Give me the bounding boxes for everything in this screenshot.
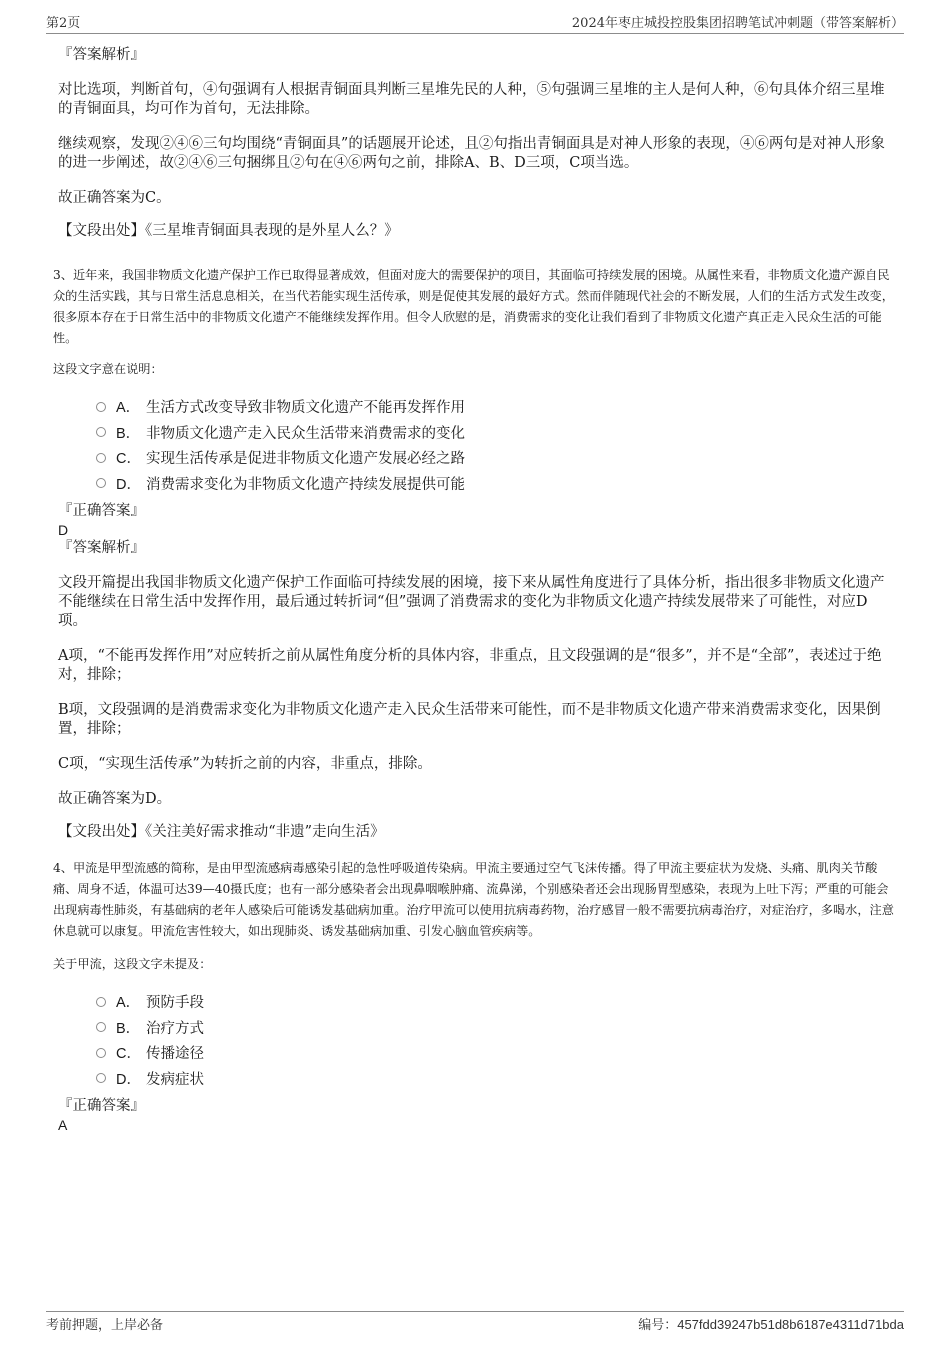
radio-icon[interactable]	[96, 453, 106, 463]
q4-option-b[interactable]: B． 治疗方式	[58, 1015, 894, 1041]
q2-analysis-para-2: 继续观察，发现②④⑥三句均围绕“青铜面具”的话题展开论述，且②句指出青铜面具是对神人形象的表现，④⑥两句是对神人形象的进一步阐述，故②④⑥三句捆绑且②句在④⑥两句之前，排除A、B、D三项，C项当选。	[58, 136, 885, 171]
document-body	[53, 46, 894, 1134]
q3-analysis-para-3: B项，文段强调的是消费需求变化为非物质文化遗产走入民众生活带来可能性，而不是非物质文化遗产带来消费需求变化，因果倒置，排除；	[58, 702, 881, 737]
q3-option-a[interactable]: A． 生活方式改变导致非物质文化遗产不能再发挥作用	[58, 394, 894, 420]
document-code-value: 457fdd39247b51d8b6187e4311d71bda	[677, 1317, 904, 1332]
q3-source: 【文段出处】《关注美好需求推动“非遗”走向生活》	[58, 824, 385, 840]
q3-analysis-para-2: A项，“不能再发挥作用”对应转折之前从属性角度分析的具体内容，非重点，且文段强调的是“很多”，并不是“全部”，表述过于绝对，排除；	[58, 648, 882, 683]
q3-options	[58, 394, 894, 496]
q4-options	[58, 989, 894, 1091]
document-code-label: 编号：	[638, 1318, 678, 1333]
q3-option-d[interactable]: D． 消费需求变化为非物质文化遗产持续发展提供可能	[58, 471, 894, 497]
q3-question: 这段文字意在说明：	[53, 362, 163, 376]
q4-stem: 4、甲流是甲型流感的简称，是由甲型流感病毒感染引起的急性呼吸道传染病。甲流主要通过空气飞沫传播。得了甲流主要症状为发烧、头痛、肌肉关节酸痛、周身不适，体温可达39—40摄氏度；也有一部分感染者会出现鼻咽喉肿痛、流鼻涕，个别感染者还会出现肠胃型感染，表现为上吐下泻；严重的可能会出现病毒性肺炎，有基础病的老年人感染后可能诱发基础病加重。治疗甲流可以使用抗病毒药物，治疗感冒一般不需要抗病毒治疗，对症治疗，多喝水，注意休息就可以康复。甲流危害性较大，如出现肺炎、诱发基础病加重、引发心脑血管疾病等。	[53, 861, 894, 938]
q4-question: 关于甲流，这段文字未提及：	[53, 957, 212, 971]
q2-conclusion: 故正确答案为C。	[58, 190, 171, 206]
radio-icon[interactable]	[96, 997, 106, 1007]
radio-icon[interactable]	[96, 478, 106, 488]
q2-source: 【文段出处】《三星堆青铜面具表现的是外星人么？》	[58, 223, 399, 239]
q3-conclusion: 故正确答案为D。	[58, 791, 172, 807]
q3-analysis-label: 『答案解析』	[58, 540, 145, 556]
radio-icon[interactable]	[96, 402, 106, 412]
q2-analysis-label: 『答案解析』	[58, 47, 145, 63]
page-number: 第2页	[46, 16, 81, 31]
q4-answer-label: 『正确答案』	[58, 1098, 145, 1114]
q2-analysis-para-1: 对比选项，判断首句，④句强调有人根据青铜面具判断三星堆先民的人种，⑤句强调三星堆的主人是何人种，⑥句具体介绍三星堆的青铜面具，均可作为首句，无法排除。	[58, 82, 885, 117]
page-footer	[46, 1311, 904, 1335]
q4-answer: A	[58, 1117, 68, 1133]
q3-option-b[interactable]: B． 非物质文化遗产走入民众生活带来消费需求的变化	[58, 420, 894, 446]
q3-stem: 3、近年来，我国非物质文化遗产保护工作已取得显著成效，但面对庞大的需要保护的项目，其面临可持续发展的困境。从属性来看，非物质文化遗产源自民众的生活实践，其与日常生活息息相关，在当代若能实现生活传承，则是促使其发展的最好方式。然而伴随现代社会的不断发展，人们的生活方式发生改变，很多原本存在于日常生活中的非物质文化遗产不能继续发挥作用。但令人欣慰的是，消费需求的变化让我们看到了非物质文化遗产真正走入民众生活的可能性。	[53, 268, 894, 345]
q3-answer-label: 『正确答案』	[58, 503, 145, 519]
document-title: 2024年枣庄城投控股集团招聘笔试冲刺题（带答案解析）	[571, 16, 904, 31]
document-code	[638, 1314, 904, 1333]
q3-analysis-para-4: C项，“实现生活传承”为转折之前的内容，非重点，排除。	[58, 756, 432, 772]
q4-option-a[interactable]: A． 预防手段	[58, 989, 894, 1015]
q4-option-c[interactable]: C． 传播途径	[58, 1040, 894, 1066]
radio-icon[interactable]	[96, 1073, 106, 1083]
footer-slogan: 考前押题，上岸必备	[46, 1318, 164, 1333]
q4-option-d[interactable]: D． 发病症状	[58, 1066, 894, 1092]
radio-icon[interactable]	[96, 1022, 106, 1032]
radio-icon[interactable]	[96, 1048, 106, 1058]
q3-analysis-para-1: 文段开篇提出我国非物质文化遗产保护工作面临可持续发展的困境，接下来从属性角度进行了具体分析，指出很多非物质文化遗产不能继续在日常生活中发挥作用，最后通过转折词“但”强调了消费需求的变化为非物质文化遗产持续发展带来了可能性，对应D项。	[58, 575, 885, 629]
radio-icon[interactable]	[96, 427, 106, 437]
q3-option-c[interactable]: C． 实现生活传承是促进非物质文化遗产发展必经之路	[58, 445, 894, 471]
q3-answer: D	[58, 522, 69, 538]
page-header	[46, 12, 904, 34]
